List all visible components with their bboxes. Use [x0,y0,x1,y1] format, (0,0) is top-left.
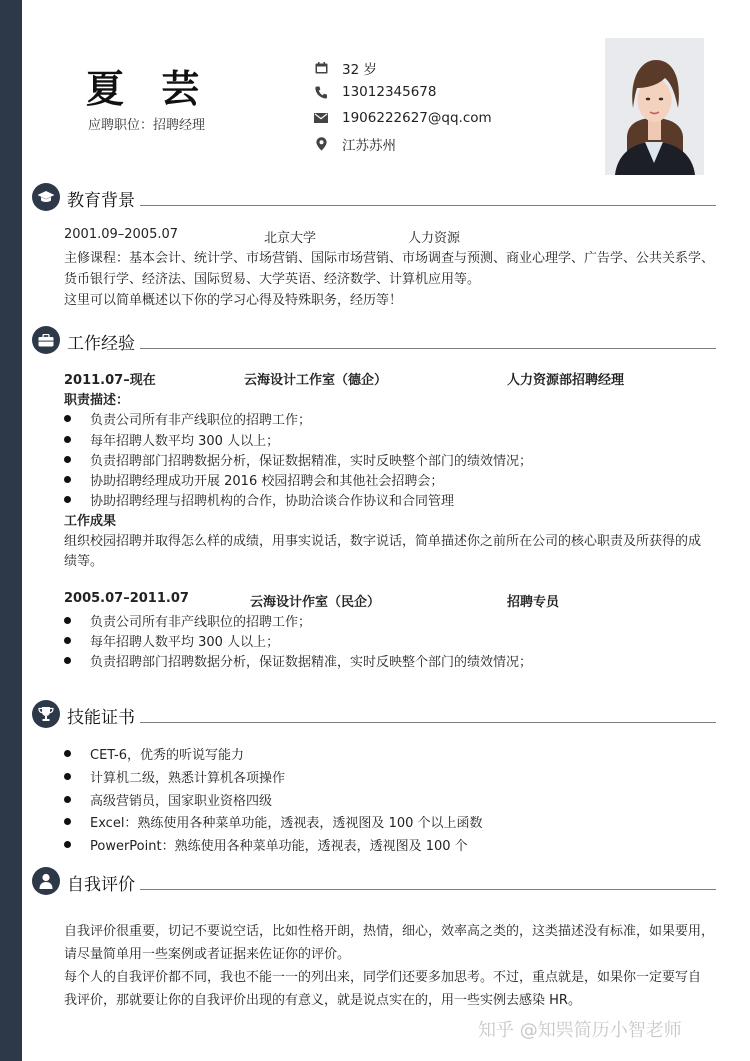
list-item: 每年招聘人数平均 300 人以上； [64,631,279,650]
section-divider [140,722,716,723]
self-eval-line3: 每个人的自我评价都不同，我也不能一一的列出来，同学们还要多加思考。不过，重点就是，如果你一定要写自 [64,970,702,985]
job1-result-line2: 绩等。 [64,554,104,569]
contact-location [314,134,554,154]
section-divider [140,205,716,206]
section-education-header [32,183,716,213]
self-eval-line2: 请尽量简单用一些案例或者证据来佐证你的评价。 [64,947,351,962]
contact-age [314,58,554,78]
job2-period: 2005.07–2011.07 [64,591,189,606]
list-item: 负责招聘部门招聘数据分析，保证数据精准，实时反映整个部门的绩效情况； [64,450,532,469]
list-item: 每年招聘人数平均 300 人以上； [64,430,279,449]
job1-result-line1: 组织校园招聘并取得怎么样的成绩，用事实说话，数字说话，简单描述你之前所在公司的核心职责及所获得的成 [64,534,702,549]
contact-phone [314,82,554,102]
email-text: 1906222627@qq.com [342,110,492,126]
list-item: CET-6，优秀的听说写能力 [64,744,244,763]
education-major: 人力资源 [408,231,461,246]
section-title: 自我评价 [67,875,135,895]
job1-company: 云海设计工作室（德企） [244,373,388,388]
left-accent-bar [0,0,22,1061]
trophy-icon [32,700,60,728]
list-item: 负责招聘部门招聘数据分析，保证数据精准，实时反映整个部门的绩效情况； [64,651,532,670]
section-skills-header [32,700,716,730]
self-eval-line4: 我评价，那就要让你的自我评价出现的有意义，就是说点实在的，用一些实例去感染 HR。 [64,993,581,1008]
section-divider [140,348,716,349]
job1-role: 人力资源部招聘经理 [507,373,625,388]
job2-company: 云海设计作室（民企） [250,595,381,610]
calendar-icon [314,61,328,75]
briefcase-icon [32,326,60,354]
job1-result-label: 工作成果 [64,514,117,529]
list-item: 负责公司所有非产线职位的招聘工作； [64,409,311,428]
job2-role: 招聘专员 [507,595,560,610]
mail-icon [314,111,328,125]
graduation-cap-icon [32,183,60,211]
education-school: 北京大学 [264,231,317,246]
applied-position: 应聘职位：招聘经理 [88,118,206,133]
education-period: 2001.09–2005.07 [64,227,179,242]
list-item: 负责公司所有非产线职位的招聘工作； [64,611,311,630]
list-item: 高级营销员，国家职业资格四级 [64,790,272,809]
phone-text: 13012345678 [342,84,437,100]
list-item: 计算机二级，熟悉计算机各项操作 [64,767,285,786]
section-self-eval-header [32,867,716,897]
section-title: 工作经验 [67,334,135,354]
location-pin-icon [314,137,328,151]
age-text: 32 岁 [342,62,377,78]
profile-photo [605,38,704,175]
contact-email [314,108,554,128]
education-summary: 这里可以简单概述以下你的学习心得及特殊职务，经历等！ [64,293,403,308]
location-text: 江苏苏州 [342,138,396,154]
list-item: 协助招聘经理与招聘机构的合作，协助洽谈合作协议和合同管理 [64,490,454,509]
list-item: 协助招聘经理成功开展 2016 校园招聘会和其他社会招聘会； [64,470,443,489]
section-work-header [32,326,716,356]
phone-icon [314,85,328,99]
job1-period: 2011.07–现在 [64,373,156,388]
list-item: PowerPoint：熟练使用各种菜单功能，透视表，透视图及 100 个 [64,835,468,854]
candidate-name: 夏 芸 [86,66,212,111]
list-item: Excel：熟练使用各种菜单功能，透视表，透视图及 100 个以上函数 [64,812,483,831]
person-icon [32,867,60,895]
section-title: 教育背景 [67,191,135,211]
education-courses-line2: 货币银行学、经济法、国际贸易、大学英语、经济数学、计算机应用等。 [64,272,481,287]
section-title: 技能证书 [67,708,135,728]
section-divider [140,889,716,890]
self-eval-line1: 自我评价很重要，切记不要说空话，比如性格开朗，热情，细心，效率高之类的，这类描述没有标准，如果要用， [64,924,715,939]
job1-duty-label: 职责描述： [64,393,130,408]
education-courses-line1: 主修课程：基本会计、统计学、市场营销、国际市场营销、市场调查与预测、商业心理学、广告学、公共关系学、 [64,251,715,266]
watermark: 知乎 @知巺简历小智老师 [478,1020,682,1041]
